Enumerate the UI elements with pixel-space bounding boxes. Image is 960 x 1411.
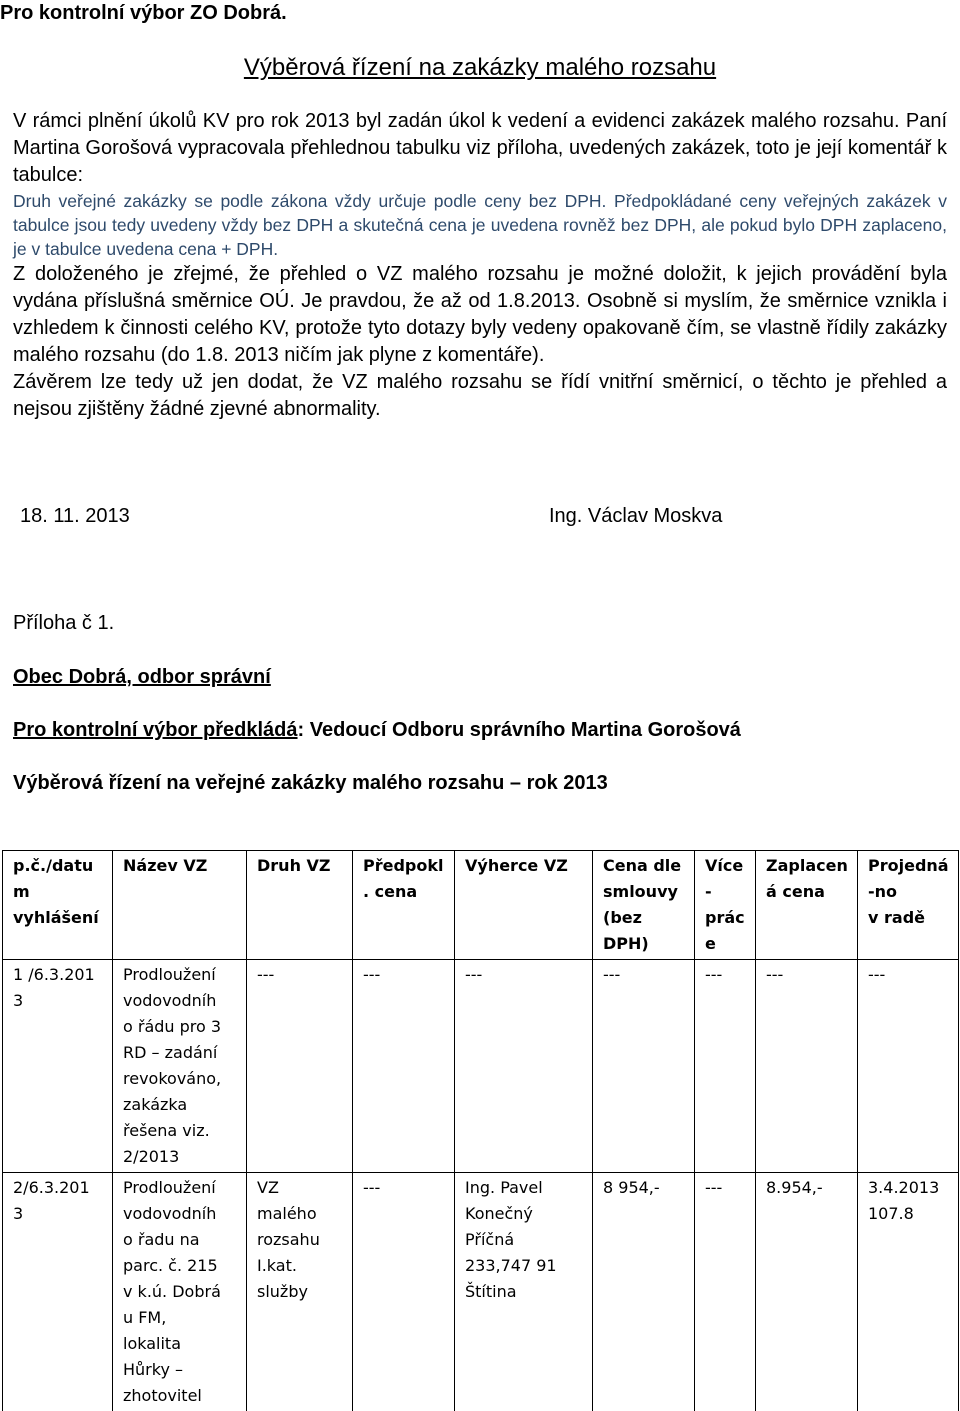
table-cell: Prodloužení vodovodníh o řadu na parc. č. 215 v k.ú. Dobrá u FM, lokalita Hůrky – zhotovitel: [113, 1173, 247, 1411]
table-title: Výběrová řízení na veřejné zakázky malého rozsahu – rok 2013: [13, 772, 608, 795]
table-cell: ---: [247, 960, 353, 1173]
header-cell: p.č./datu m vyhlášení: [3, 851, 113, 960]
table-cell: 2/6.3.201 3: [3, 1173, 113, 1411]
signoff-date: 18. 11. 2013: [20, 505, 130, 528]
presenter-label: Pro kontrolní výbor předkládá: [13, 719, 298, 741]
tenders-table: [2, 850, 959, 1411]
annex-label: Příloha č 1.: [13, 612, 114, 635]
table-cell: Prodloužení vodovodníh o řádu pro 3 RD – zadání revokováno, zakázka řešena viz. 2/2013: [113, 960, 247, 1173]
table-cell: ---: [695, 1173, 756, 1411]
table-row: [3, 1173, 959, 1411]
table-cell: ---: [353, 960, 455, 1173]
report-paragraph-2: Z doloženého je zřejmé, že přehled o VZ malého rozsahu je možné doložit, k jejich provádění byla vydána příslušná směrnice OÚ. Je pravdou, že až od 1.8.2013. Osobně si myslím, že směrnice vznikla i vzhledem k činnosti celého KV, protože tyto dotazy byly vedeny opakovaně čím, se vlastně řídily zakázky malého rozsahu (do 1.8. 2013 ničím jak plyne z komentáře).: [13, 261, 947, 369]
table-cell: 1 /6.3.201 3: [3, 960, 113, 1173]
report-body: [13, 108, 947, 423]
header-cell: Předpokl . cena: [353, 851, 455, 960]
signoff-name: Ing. Václav Moskva: [549, 505, 722, 528]
header-cell: Druh VZ: [247, 851, 353, 960]
table-cell: 3.4.2013 107.8: [858, 1173, 959, 1411]
table-cell: ---: [593, 960, 695, 1173]
table-cell: ---: [756, 960, 858, 1173]
table-cell: 8.954,-: [756, 1173, 858, 1411]
table-cell: ---: [353, 1173, 455, 1411]
header-cell: Více - prác e: [695, 851, 756, 960]
table-cell: ---: [455, 960, 593, 1173]
table-header-row: [3, 851, 959, 960]
table-cell: ---: [695, 960, 756, 1173]
table-cell: ---: [858, 960, 959, 1173]
presenter-name: Vedoucí Odboru správního Martina Gorošová: [304, 719, 741, 741]
table-cell: VZ malého rozsahu I.kat. služby: [247, 1173, 353, 1411]
table-cell: 8 954,-: [593, 1173, 695, 1411]
header-cell: Zaplacen á cena: [756, 851, 858, 960]
header-cell: Výherce VZ: [455, 851, 593, 960]
header-cell: Projedná -no v radě: [858, 851, 959, 960]
presenter-line: [13, 719, 741, 742]
report-paragraph-1: V rámci plnění úkolů KV pro rok 2013 byl zadán úkol k vedení a evidenci zakázek malého rozsahu. Paní Martina Gorošová vypracovala přehlednou tabulku viz příloha, uvedených zakázek, toto je její komentář k tabulce:: [13, 108, 947, 189]
header-cell: Cena dle smlouvy (bez DPH): [593, 851, 695, 960]
recipient-heading: Pro kontrolní výbor ZO Dobrá.: [0, 2, 287, 25]
presenter-colon: :: [298, 719, 305, 741]
report-comment: Druh veřejné zakázky se podle zákona vždy určuje podle ceny bez DPH. Předpokládané ceny veřejných zakázek v tabulce jsou tedy uvedeny vždy bez DPH a skutečná cena je uvedena rovněž bez DPH, ale pokud bylo DPH zaplaceno, je v tabulce uvedena cena + DPH.: [13, 189, 947, 261]
table-cell: Ing. Pavel Konečný Příčná 233,747 91 Štítina: [455, 1173, 593, 1411]
document-title: Výběrová řízení na zakázky malého rozsahu: [0, 54, 960, 82]
report-paragraph-3: Závěrem lze tedy už jen dodat, že VZ malého rozsahu se řídí vnitřní směrnicí, o těchto je přehled a nejsou zjištěny žádné zjevné abnormality.: [13, 369, 947, 423]
department-heading: Obec Dobrá, odbor správní: [13, 666, 271, 689]
table-row: [3, 960, 959, 1173]
header-cell: Název VZ: [113, 851, 247, 960]
